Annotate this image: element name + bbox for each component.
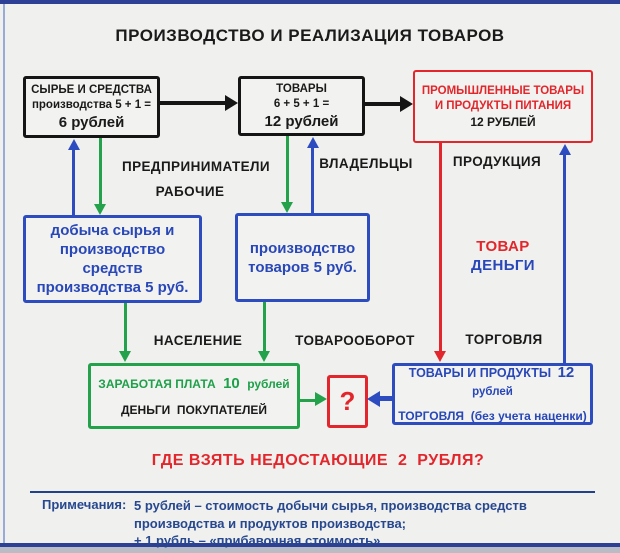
arrow-wages-to-question-line bbox=[300, 399, 316, 402]
notes-block bbox=[134, 497, 527, 550]
notes-line3: + 1 рубль – «прибавочная стоимость». bbox=[134, 533, 384, 548]
arrow-production-to-goods-line bbox=[311, 147, 314, 213]
box-wages-line2: ДЕНЬГИ ПОКУПАТЕЛЕЙ bbox=[120, 402, 268, 417]
box-wages bbox=[88, 363, 300, 429]
box-production bbox=[235, 213, 370, 302]
notes-line2: производства и продуктов производства; bbox=[134, 515, 407, 531]
box-production-line2: товаров 5 руб. bbox=[248, 258, 357, 276]
arrow-mining-to-raw-line bbox=[72, 149, 75, 215]
page-title: ПРОИЗВОДСТВО И РЕАЛИЗАЦИЯ ТОВАРОВ bbox=[115, 26, 505, 45]
box-industrial-line3: 12 РУБЛЕЙ bbox=[470, 114, 536, 129]
label-turnover: ТОВАРООБОРОТ bbox=[295, 333, 415, 348]
arrow-raw-to-mining-head bbox=[94, 204, 106, 215]
arrow-production-to-wages-head bbox=[258, 351, 270, 362]
box-raw-line2: производства 5 + 1 = bbox=[31, 98, 152, 111]
box-production-line1: производство bbox=[249, 239, 356, 257]
arrow-wages-to-question-head bbox=[315, 392, 327, 406]
box-trade-line2: ТОРГОВЛЯ (без учета наценки) bbox=[398, 409, 587, 423]
arrow-trade-to-question-line bbox=[379, 396, 392, 401]
box-trade-line1 bbox=[395, 364, 590, 400]
box-mining-line2: производство bbox=[59, 241, 166, 258]
box-industrial-line2: И ПРОДУКТЫ ПИТАНИЯ bbox=[434, 99, 572, 112]
label-tovar: ТОВАР bbox=[476, 238, 530, 255]
arrow-mining-to-wages-head bbox=[119, 351, 131, 362]
box-wages-line1-text: ЗАРАБОТАЯ ПЛАТА bbox=[98, 376, 216, 391]
label-products: ПРОДУКЦИЯ bbox=[452, 154, 542, 169]
label-entrepreneurs: ПРЕДПРИНИМАТЕЛИ bbox=[122, 159, 270, 174]
arrow-goods-to-production-line bbox=[286, 136, 289, 202]
box-wages-amount: 10 bbox=[223, 374, 240, 392]
box-raw-line3: 6 рублей bbox=[58, 113, 125, 131]
label-workers: РАБОЧИЕ bbox=[155, 184, 225, 199]
notes-line1: 5 рублей – стоимость добычи сырья, производства средств bbox=[134, 498, 527, 513]
notes-label: Примечания: bbox=[42, 497, 127, 512]
box-wages-currency: рублей bbox=[247, 376, 290, 391]
arrow-raw-to-goods-head bbox=[225, 95, 238, 111]
box-trade bbox=[392, 363, 593, 425]
box-trade-amount: 12 bbox=[557, 364, 575, 381]
arrow-industrial-to-trade-head bbox=[434, 351, 446, 362]
arrow-raw-to-mining-line bbox=[99, 138, 102, 204]
box-trade-currency: рублей bbox=[472, 386, 513, 398]
question-line: ГДЕ ВЗЯТЬ НЕДОСТАЮЩИЕ 2 РУБЛЯ? bbox=[151, 452, 485, 469]
box-goods-line2: 6 + 5 + 1 = bbox=[273, 97, 330, 110]
left-frame-line bbox=[3, 4, 5, 544]
box-trade-line1-text: ТОВАРЫ И ПРОДУКТЫ bbox=[408, 366, 552, 380]
top-frame-line bbox=[0, 0, 620, 4]
label-dengi: ДЕНЬГИ bbox=[471, 257, 535, 274]
arrow-goods-to-industrial-line bbox=[362, 102, 400, 106]
box-industrial-goods bbox=[413, 70, 593, 143]
label-trade: ТОРГОВЛЯ bbox=[465, 332, 543, 347]
box-wages-line1 bbox=[98, 375, 289, 393]
box-raw-line1: СЫРЬЕ И СРЕДСТВА bbox=[31, 83, 152, 96]
box-goods bbox=[238, 76, 365, 136]
box-industrial-line1: ПРОМЫШЛЕННЫЕ ТОВАРЫ bbox=[421, 84, 585, 97]
label-population: НАСЕЛЕНИЕ bbox=[153, 333, 243, 348]
box-mining-line4: производства 5 руб. bbox=[36, 279, 189, 296]
question-mark: ? bbox=[339, 386, 356, 416]
box-question-mark bbox=[327, 375, 368, 428]
arrow-production-to-wages-line bbox=[263, 302, 266, 352]
box-goods-line3: 12 рублей bbox=[264, 112, 339, 130]
arrow-raw-to-goods-line bbox=[160, 101, 225, 105]
box-mining-line3: средств bbox=[82, 260, 143, 277]
box-goods-line1: ТОВАРЫ bbox=[276, 82, 327, 95]
box-mining-line1: добыча сырья и bbox=[50, 222, 175, 239]
notes-separator bbox=[30, 491, 595, 493]
arrow-goods-to-production-head bbox=[281, 202, 293, 213]
arrow-goods-to-industrial-head bbox=[400, 96, 413, 112]
label-owners: ВЛАДЕЛЬЦЫ bbox=[319, 156, 413, 171]
arrow-trade-to-industrial-line bbox=[563, 154, 566, 363]
box-raw-materials bbox=[23, 76, 160, 138]
arrow-mining-to-wages-line bbox=[124, 303, 127, 352]
box-mining bbox=[23, 215, 202, 303]
arrow-industrial-to-trade-line bbox=[439, 143, 442, 352]
